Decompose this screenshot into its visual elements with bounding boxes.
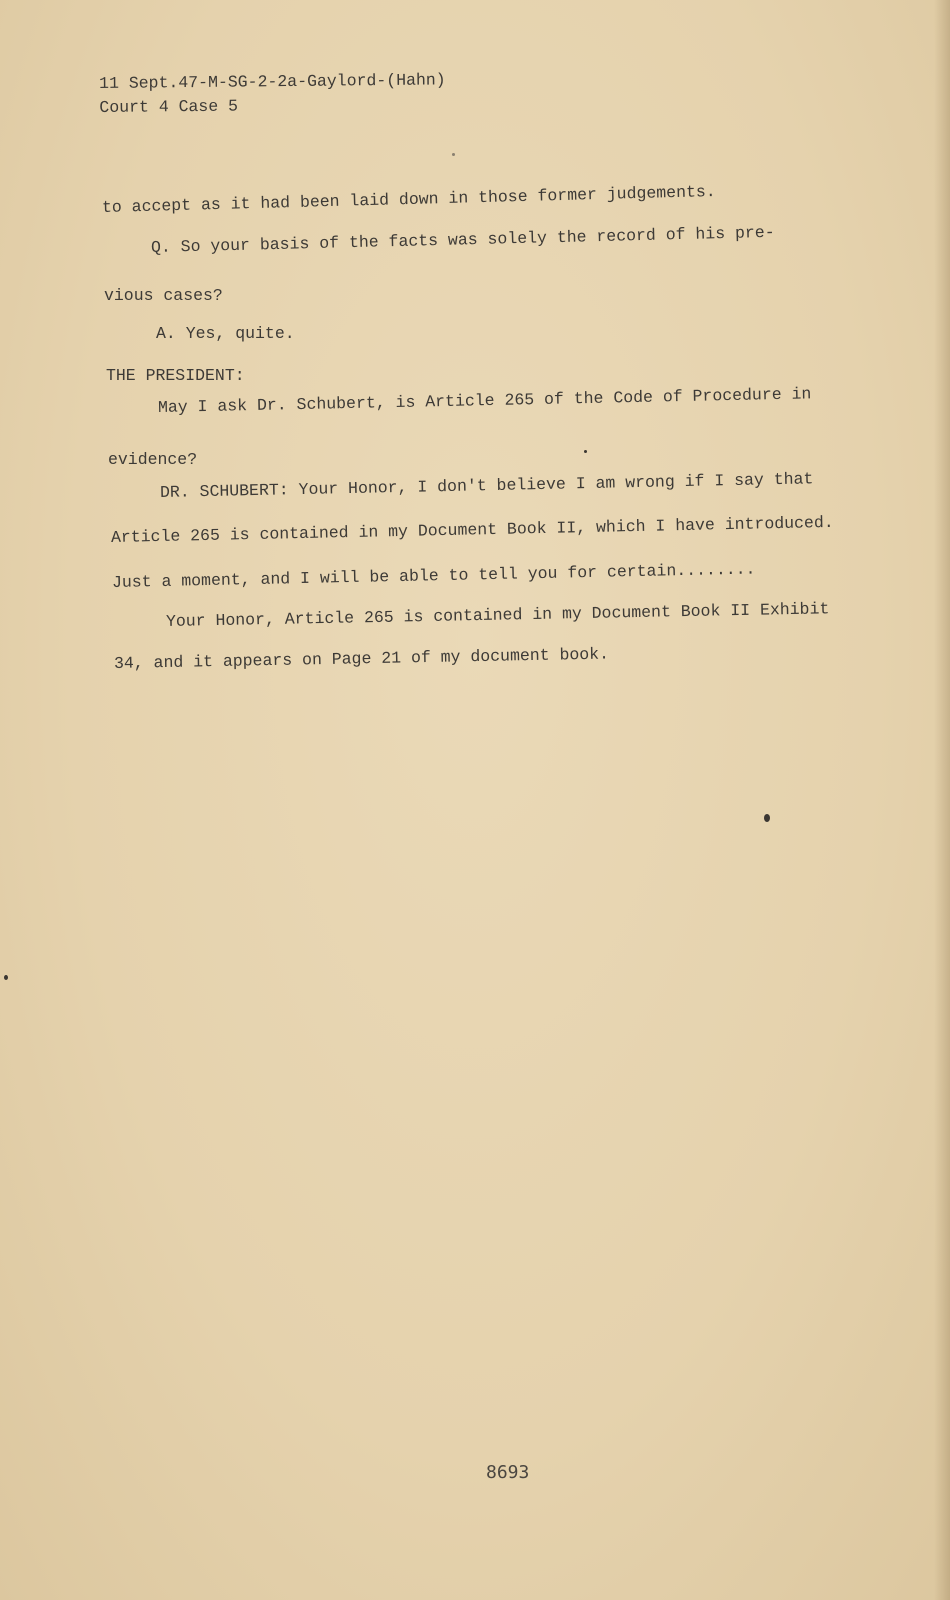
transcript-line: evidence? (108, 450, 198, 469)
header-court-case: Court 4 Case 5 (99, 96, 239, 117)
transcript-line: Article 265 is contained in my Document Book II, which I have introduced. (110, 512, 834, 547)
transcript-answer: A. Yes, quite. (156, 324, 295, 343)
page-edge-shadow (934, 0, 950, 1600)
transcript-line: DR. SCHUBERT: Your Honor, I don't believe I am wrong if I say that (159, 469, 814, 502)
header-reference: 11 Sept.47-M-SG-2-2a-Gaylord-(Hahn) (99, 70, 446, 93)
transcript-line: Just a moment, and I will be able to tell you for certain........ (111, 559, 756, 592)
transcript-line: Your Honor, Article 265 is contained in my Document Book II Exhibit (165, 599, 830, 631)
ink-speck (4, 975, 8, 980)
transcript-line: to accept as it had been laid down in those former judgements. (101, 181, 716, 217)
speaker-label: THE PRESIDENT: (106, 366, 245, 385)
ink-speck (764, 814, 770, 822)
transcript-line: 34, and it appears on Page 21 of my document book. (113, 644, 610, 673)
transcript-line: May I ask Dr. Schubert, is Article 265 of the Code of Procedure in (157, 384, 812, 417)
ink-speck (584, 450, 587, 453)
ink-speck (452, 153, 455, 156)
page-number: 8693 (486, 1462, 530, 1483)
transcript-line: vious cases? (104, 286, 223, 305)
document-header (99, 68, 446, 120)
transcript-question: Q. So your basis of the facts was solely the record of his pre- (150, 222, 775, 257)
